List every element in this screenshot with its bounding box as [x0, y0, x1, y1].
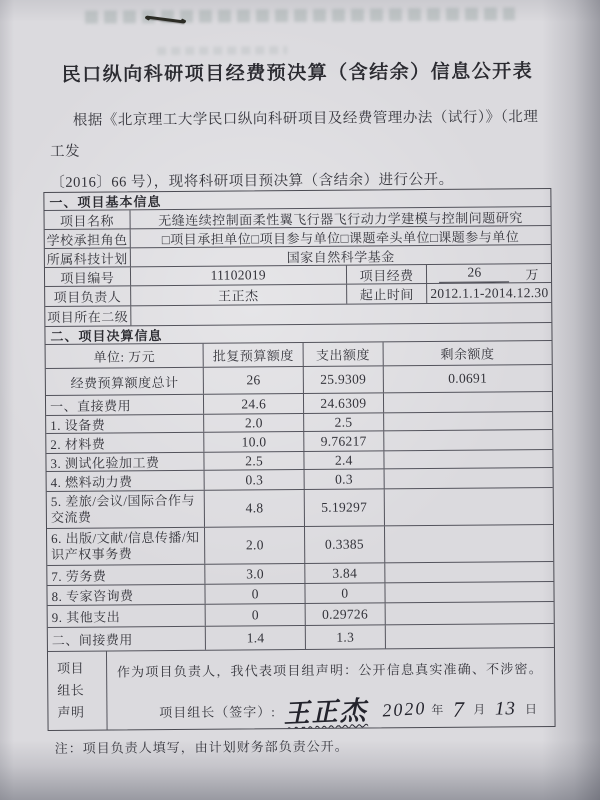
row-label: 8. 专家咨询费: [51, 588, 134, 604]
spent-cell: 2.5: [303, 413, 383, 431]
spent-cell: 9.76217: [303, 431, 383, 451]
column-header-spent: 支出额度: [303, 342, 383, 366]
remaining-cell: [383, 392, 552, 412]
budget-cell: 0: [205, 584, 305, 604]
spent-cell: 2.4: [303, 451, 383, 469]
staple-icon: [146, 15, 185, 23]
budget-cell: 4.8: [204, 490, 304, 527]
budget-cell: 2.0: [204, 414, 304, 432]
budget-cell: 24.6: [203, 394, 303, 414]
remaining-cell: 0.0691: [382, 365, 552, 392]
budget-cell: 0: [205, 604, 305, 626]
declaration-label-line: 声明: [57, 704, 85, 720]
declaration-label-line: 项目: [57, 660, 85, 676]
declaration-content: [106, 648, 555, 730]
column-header-remaining: 剩余额度: [382, 341, 552, 365]
project-budget-label: 项目经费: [346, 265, 427, 284]
page-title: 民口纵向科研项目经费预决算（含结余）信息公开表: [61, 61, 534, 86]
table-row-project-number: [45, 263, 551, 286]
table-row-declaration: [48, 647, 555, 730]
intro-line-2: 〔2016〕66 号），现将科研项目预决算（含结余）进行公开。: [50, 171, 454, 191]
department-label: 项目所在二级: [47, 309, 129, 325]
row-label: 1. 设备费: [50, 417, 106, 433]
ink-bleedthrough-mark: [157, 46, 287, 55]
table-row-school-role: [45, 225, 551, 248]
program-label: 所属科技计划: [46, 250, 128, 267]
declaration-statement: 作为项目负责人，我代表项目组声明：公开信息真实准确、不涉密。: [116, 661, 543, 680]
handwritten-month: 7: [452, 696, 465, 722]
spent-cell: 1.3: [305, 625, 385, 649]
table-row-labor: [47, 561, 553, 585]
remaining-cell: [383, 450, 552, 468]
month-unit: 月: [473, 702, 486, 717]
day-unit: 日: [524, 702, 538, 717]
period-value: 2012.1.1-2014.12.30: [427, 283, 552, 303]
table-row-indirect-cost: [48, 623, 554, 651]
spent-cell: 0.29726: [305, 603, 385, 625]
period-label: 起止时间: [346, 284, 427, 304]
spent-cell: 24.6309: [303, 393, 383, 413]
spent-cell: 0.3385: [304, 526, 384, 563]
signature-label: 项目组长（签字）:: [159, 704, 276, 721]
budget-cell: 0.3: [204, 470, 304, 490]
spent-cell: 25.9309: [303, 366, 383, 393]
spent-cell: 3.84: [304, 563, 384, 583]
remaining-cell: [383, 412, 552, 430]
table-row-travel: [47, 487, 553, 528]
remaining-cell: [383, 430, 552, 450]
table-row-direct-cost: [46, 391, 552, 415]
section2-header: 二、项目决算信息: [45, 322, 551, 344]
row-label: 4. 燃料动力费: [50, 474, 133, 490]
project-leader-value: 王正杰: [130, 285, 346, 306]
section1-header: 一、项目基本信息: [49, 194, 162, 210]
budget-cell: 1.4: [205, 626, 305, 650]
table-row-other: [48, 601, 554, 627]
budget-cell: 10.0: [204, 432, 304, 452]
project-leader-label: 项目负责人: [53, 289, 122, 305]
disclosure-table: [43, 188, 555, 731]
column-header-unit: 单位: 万元: [93, 349, 156, 365]
signature-date: [382, 696, 548, 723]
handwritten-signature: 王正杰: [283, 696, 369, 729]
project-number-label: 项目编号: [60, 269, 115, 286]
row-label: 5. 差旅/会议/国际合作与交流费: [50, 492, 196, 525]
row-label: 6. 出版/文献/信息传播/知识产权事务费: [51, 529, 200, 562]
table-row-program: [45, 244, 551, 267]
budget-cell: 2.0: [204, 527, 304, 564]
row-label: 9. 其他支出: [51, 609, 121, 625]
intro-line-1: 根据《北京理工大学民口纵向科研项目及经费管理办法（试行）》（北理工发: [49, 109, 539, 160]
spent-cell: 0: [304, 583, 384, 603]
project-number-value: 11102019: [130, 266, 346, 286]
budget-cell: 2.5: [204, 452, 304, 470]
row-label: 2. 材料费: [50, 436, 106, 452]
year-unit: 年: [431, 702, 444, 717]
project-budget-value: [426, 264, 551, 283]
table-row-material: [46, 429, 552, 453]
signature-line: [117, 690, 548, 729]
budget-amount: 26: [439, 264, 509, 283]
row-label: 一、直接费用: [49, 398, 132, 414]
budget-unit: 万: [525, 266, 540, 282]
declaration-label: [48, 652, 106, 730]
intro-paragraph: [50, 102, 541, 199]
declaration-label-line: 组长: [57, 682, 85, 698]
handwritten-day: 13: [494, 697, 516, 719]
spent-cell: 5.19297: [304, 489, 384, 526]
role-options: □项目承担单位□项目参与单位□课题牵头单位□课题参与单位: [129, 226, 550, 247]
row-label: 3. 测试化验加工费: [50, 455, 160, 471]
budget-cell: 26: [203, 367, 303, 394]
table-row-project-name: [44, 206, 550, 229]
remaining-cell: [384, 602, 553, 624]
table-row-total: [46, 364, 552, 395]
table-row-fuel: [47, 467, 553, 491]
footnote: 注：项目负责人填写，由计划财务部负责公开。: [54, 738, 349, 756]
table-header-row: [46, 340, 552, 368]
remaining-cell: [384, 624, 554, 648]
program-value: 国家自然科学基金: [129, 245, 550, 266]
table-row-publication: [47, 524, 553, 565]
row-label: 二、间接费用: [51, 632, 133, 648]
remaining-cell: [384, 525, 554, 562]
project-name-value: 无缝连续控制面柔性翼飞行器飞行动力学建模与控制问题研究: [129, 207, 550, 228]
school-role-label: 学校承担角色: [46, 231, 128, 248]
budget-cell: 3.0: [205, 564, 305, 584]
table-row-project-leader: [45, 282, 551, 306]
department-value: [130, 303, 551, 325]
table-row-department: [45, 302, 551, 326]
remaining-cell: [383, 468, 552, 488]
column-header-budget: 批复预算额度: [203, 343, 303, 367]
row-label: 经费预算额度总计: [70, 374, 179, 391]
handwritten-year: 2020: [381, 697, 427, 721]
remaining-cell: [384, 582, 553, 602]
project-name-label: 项目名称: [59, 212, 114, 229]
spent-cell: 0.3: [304, 469, 384, 489]
row-label: 7. 劳务费: [51, 568, 107, 584]
table-row-consulting: [47, 581, 553, 605]
remaining-cell: [383, 488, 553, 525]
remaining-cell: [384, 562, 553, 582]
